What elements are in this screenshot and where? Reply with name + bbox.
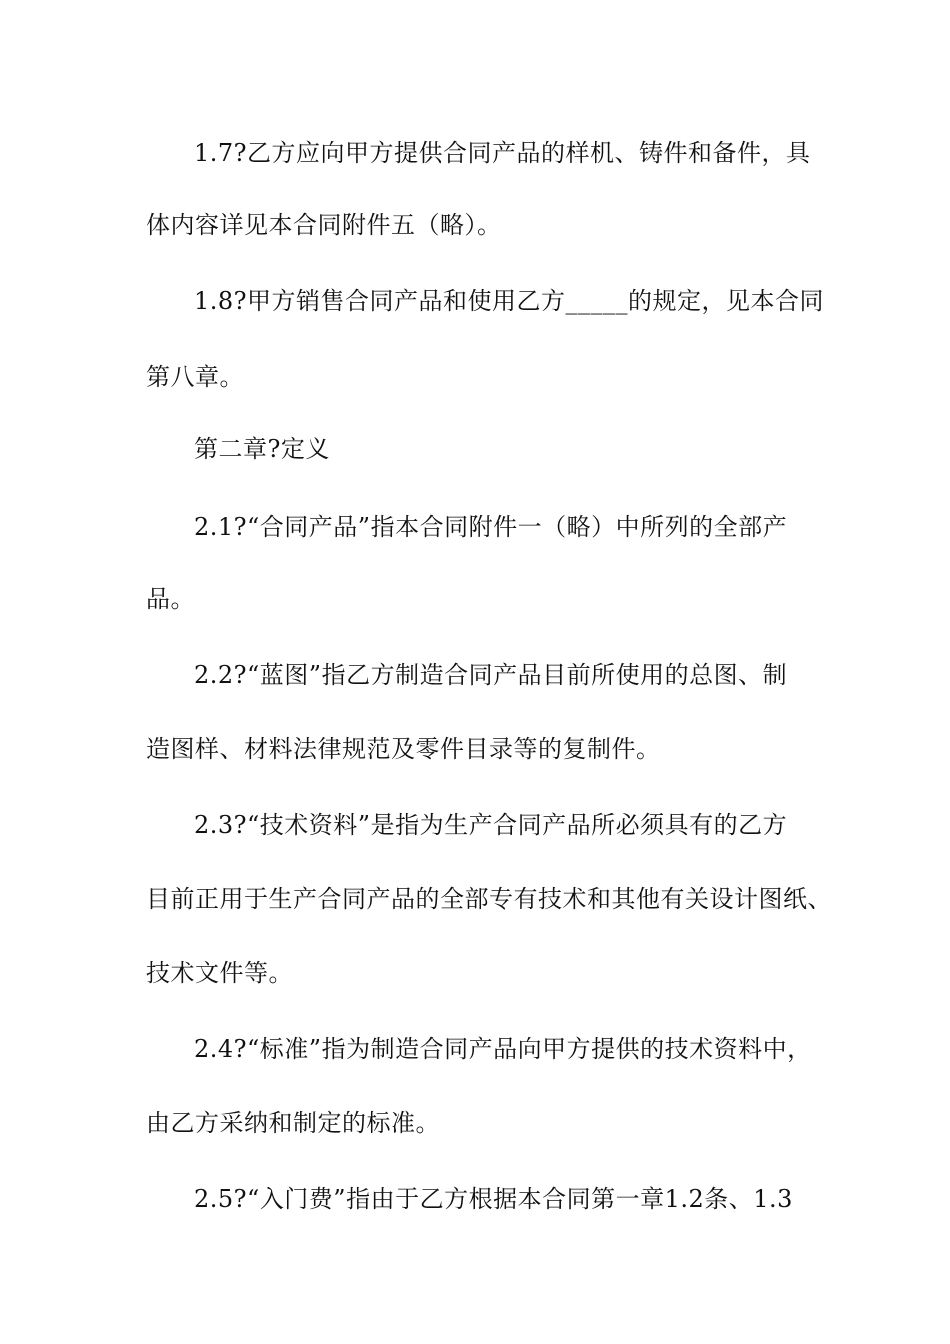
paragraph-2-5-line-1: 2.5?“入门费”指由于乙方根据本合同第一章1.2条、1.3 bbox=[194, 1185, 793, 1213]
paragraph-2-1-line-2: 品。 bbox=[146, 585, 195, 613]
paragraph-2-3-line-2: 目前正用于生产合同产品的全部专有技术和其他有关设计图纸、 bbox=[146, 885, 832, 913]
paragraph-1-7-line-1: 1.7?乙方应向甲方提供合同产品的样机、铸件和备件，具 bbox=[194, 139, 811, 167]
paragraph-2-4-line-2: 由乙方采纳和制定的标准。 bbox=[146, 1109, 440, 1137]
paragraph-2-3-line-3: 技术文件等。 bbox=[146, 959, 293, 987]
paragraph-1-7-line-2: 体内容详见本合同附件五（略）。 bbox=[146, 211, 502, 239]
paragraph-2-1-line-1: 2.1?“合同产品”指本合同附件一（略）中所列的全部产 bbox=[194, 513, 788, 541]
paragraph-2-2-line-2: 造图样、材料法律规范及零件目录等的复制件。 bbox=[146, 735, 661, 763]
chapter-heading: 第二章?定义 bbox=[194, 435, 330, 463]
paragraph-2-4-line-1: 2.4?“标准”指为制造合同产品向甲方提供的技术资料中， bbox=[194, 1035, 812, 1063]
paragraph-2-3-line-1: 2.3?“技术资料”是指为生产合同产品所必须具有的乙方 bbox=[194, 811, 788, 839]
paragraph-1-8-line-1: 1.8?甲方销售合同产品和使用乙方_____的规定，见本合同 bbox=[194, 287, 825, 315]
paragraph-2-2-line-1: 2.2?“蓝图”指乙方制造合同产品目前所使用的总图、制 bbox=[194, 661, 788, 689]
paragraph-1-8-line-2: 第八章。 bbox=[146, 363, 244, 391]
